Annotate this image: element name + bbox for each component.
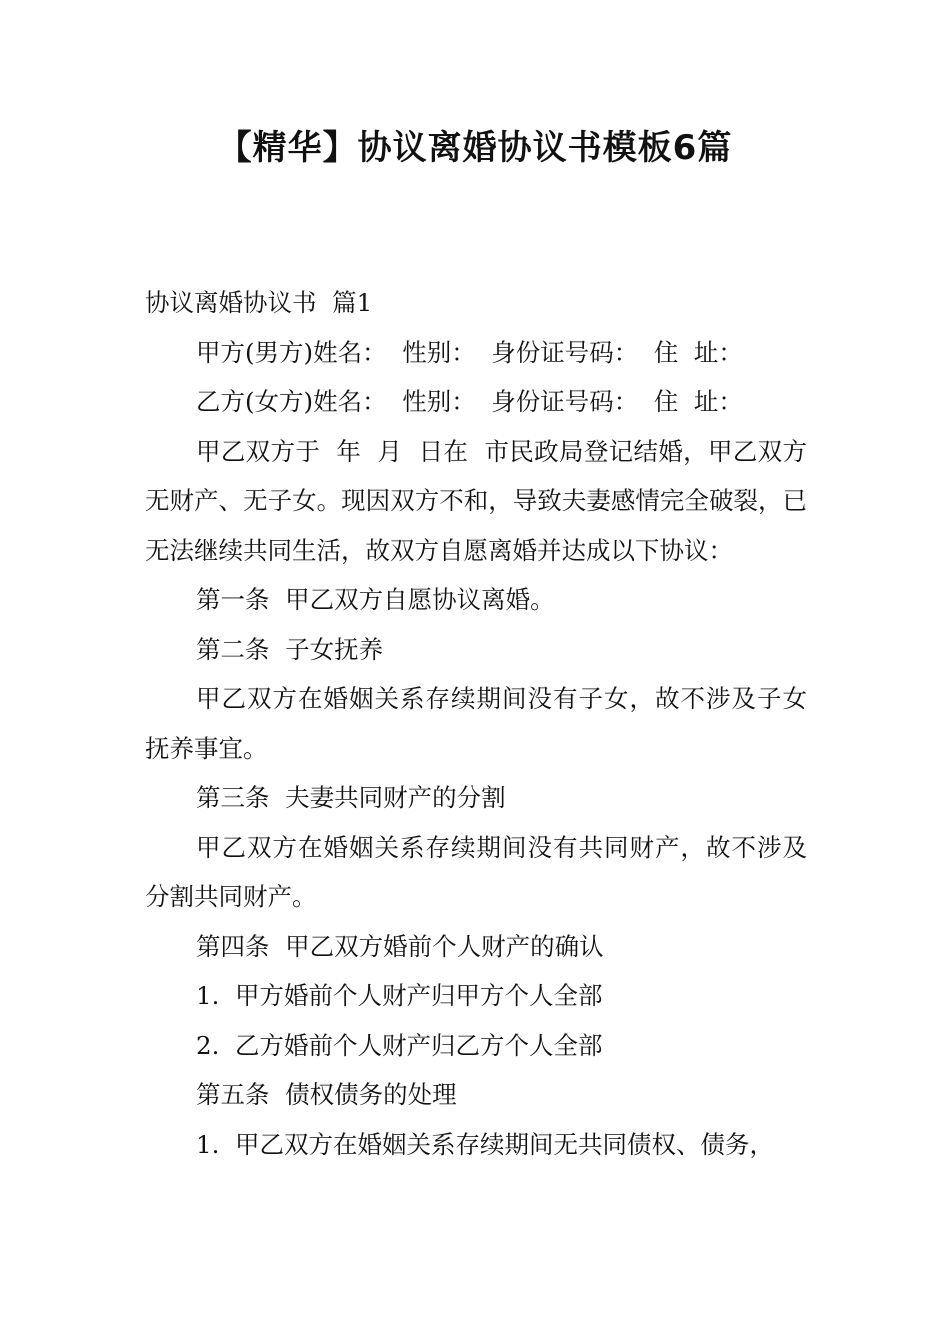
section-heading: 协议离婚协议书 篇1 — [145, 288, 373, 317]
party-a-info: 甲方(男方)姓名： 性别： 身份证号码： 住 址： — [196, 337, 743, 367]
article-2-body: 甲乙双方在婚姻关系存续期间没有子女，故不涉及子女抚养事宜。 — [145, 684, 807, 763]
article-4-heading: 第四条 甲乙双方婚前个人财产的确认 — [196, 931, 604, 961]
article-3-heading: 第三条 夫妻共同财产的分割 — [196, 783, 506, 812]
article-4-item-2: 2. 乙方婚前个人财产归乙方个人全部 — [196, 1030, 603, 1060]
document-body — [145, 278, 807, 1169]
article-4-item-1: 1. 甲方婚前个人财产归甲方个人全部 — [196, 981, 603, 1010]
article-2-heading: 第二条 子女抚养 — [196, 634, 384, 664]
marriage-statement: 甲乙双方于 年 月 日在 市民政局登记结婚，甲乙双方无财产、无子女。现因双方不和，导致夫妻感情完全破裂，已无法继续共同生活，故双方自愿离婚并达成以下协议： — [145, 436, 807, 565]
party-b-info: 乙方(女方)姓名： 性别： 身份证号码： 住 址： — [196, 387, 743, 416]
article-5-heading: 第五条 债权债务的处理 — [196, 1080, 457, 1109]
article-1: 第一条 甲乙双方自愿协议离婚。 — [196, 585, 555, 614]
document-title: 【精华】协议离婚协议书模板6篇 — [217, 128, 733, 168]
article-3-body: 甲乙双方在婚姻关系存续期间没有共同财产，故不涉及分割共同财产。 — [145, 832, 807, 911]
article-5-item-1: 1. 甲乙双方在婚姻关系存续期间无共同债权、债务， — [196, 1129, 774, 1159]
